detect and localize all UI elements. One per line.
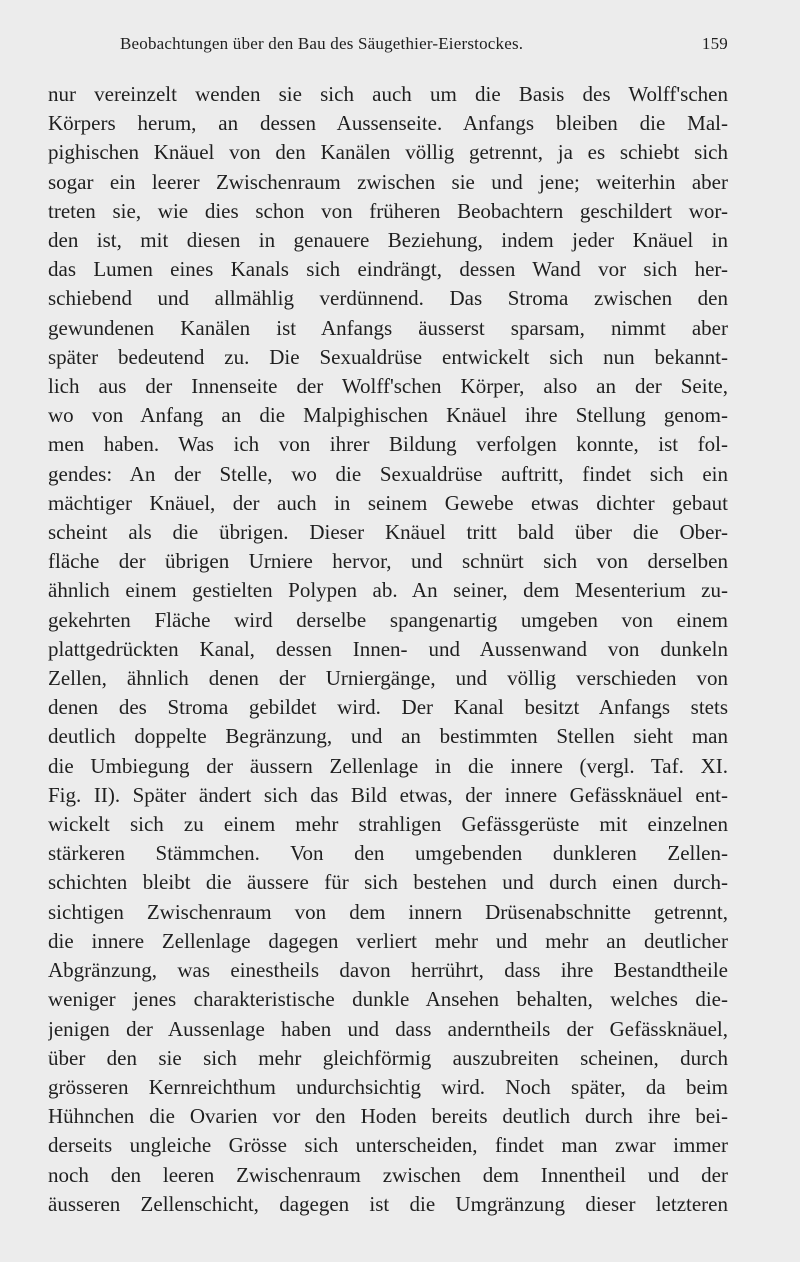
running-title: Beobachtungen über den Bau des Säugethier-Eierstockes. <box>120 34 524 53</box>
text-line: deutlich doppelte Begränzung, und an bestimmten Stellen sieht man <box>48 724 728 749</box>
text-line: denen des Stroma gebildet wird. Der Kanal besitzt Anfangs stets <box>48 695 728 720</box>
text-line: Zellen, ähnlich denen der Urniergänge, und völlig verschieden von <box>48 666 728 691</box>
text-line: pighischen Knäuel von den Kanälen völlig getrennt, ja es schiebt sich <box>48 140 728 165</box>
text-line: wickelt sich zu einem mehr strahligen Gefässgerüste mit einzelnen <box>48 812 728 837</box>
text-line: über den sie sich mehr gleichförmig auszubreiten scheinen, durch <box>48 1045 728 1070</box>
page-header <box>48 34 726 64</box>
text-line: stärkeren Stämmchen. Von den umgebenden dunkleren Zellen- <box>48 841 728 866</box>
text-line: men haben. Was ich von ihrer Bildung verfolgen konnte, ist fol- <box>48 432 728 457</box>
text-line: schichten bleibt die äussere für sich bestehen und durch einen durch- <box>48 870 728 895</box>
text-line: wo von Anfang an die Malpighischen Knäuel ihre Stellung genom- <box>48 403 728 428</box>
text-line: sichtigen Zwischenraum von dem innern Drüsenabschnitte getrennt, <box>48 899 728 924</box>
text-line: ähnlich einem gestielten Polypen ab. An seiner, dem Mesenterium zu- <box>48 578 728 603</box>
text-line: noch den leeren Zwischenraum zwischen dem Innentheil und der <box>48 1162 728 1187</box>
text-line: treten sie, wie dies schon von früheren Beobachtern geschildert wor- <box>48 198 728 223</box>
text-line: Hühnchen die Ovarien vor den Hoden bereits deutlich durch ihre bei- <box>48 1104 728 1129</box>
text-line: lich aus der Innenseite der Wolff'schen Körper, also an der Seite, <box>48 374 728 399</box>
text-line: gewundenen Kanälen ist Anfangs äusserst sparsam, nimmt aber <box>48 315 728 340</box>
text-line: den ist, mit diesen in genauere Beziehung, indem jeder Knäuel in <box>48 228 728 253</box>
text-line: die Umbiegung der äussern Zellenlage in die innere (vergl. Taf. XI. <box>48 753 728 778</box>
text-line: sogar ein leerer Zwischenraum zwischen sie und jene; weiterhin aber <box>48 169 728 194</box>
text-line: weniger jenes charakteristische dunkle Ansehen behalten, welches die- <box>48 987 728 1012</box>
text-line: derseits ungleiche Grösse sich unterscheiden, findet man zwar immer <box>48 1133 728 1158</box>
text-line: mächtiger Knäuel, der auch in seinem Gewebe etwas dichter gebaut <box>48 490 728 515</box>
text-line: grösseren Kernreichthum undurchsichtig wird. Noch später, da beim <box>48 1074 728 1099</box>
text-line: Abgränzung, was einestheils davon herrührt, dass ihre Bestandtheile <box>48 958 728 983</box>
text-line: schiebend und allmählig verdünnend. Das Stroma zwischen den <box>48 286 728 311</box>
text-line: äusseren Zellenschicht, dagegen ist die Umgränzung dieser letzteren <box>48 1191 728 1216</box>
text-line: jenigen der Aussenlage haben und dass anderntheils der Gefässknäuel, <box>48 1016 728 1041</box>
body-text <box>48 80 728 1219</box>
text-line: fläche der übrigen Urniere hervor, und schnürt sich von derselben <box>48 549 728 574</box>
text-line: die innere Zellenlage dagegen verliert mehr und mehr an deutlicher <box>48 928 728 953</box>
text-line: Körpers herum, an dessen Aussenseite. Anfangs bleiben die Mal- <box>48 111 728 136</box>
text-line: gekehrten Fläche wird derselbe spangenartig umgeben von einem <box>48 607 728 632</box>
text-line: scheint als die übrigen. Dieser Knäuel tritt bald über die Ober- <box>48 520 728 545</box>
text-line: Fig. II). Später ändert sich das Bild etwas, der innere Gefässknäuel ent- <box>48 782 728 807</box>
text-line: plattgedrückten Kanal, dessen Innen- und Aussenwand von dunkeln <box>48 636 728 661</box>
page-number: 159 <box>701 34 728 53</box>
text-line: gendes: An der Stelle, wo die Sexualdrüse auftritt, findet sich ein <box>48 461 728 486</box>
text-line: das Lumen eines Kanals sich eindrängt, dessen Wand vor sich her- <box>48 257 728 282</box>
text-line: später bedeutend zu. Die Sexualdrüse entwickelt sich nun bekannt- <box>48 344 728 369</box>
text-line: nur vereinzelt wenden sie sich auch um die Basis des Wolff'schen <box>48 82 728 106</box>
